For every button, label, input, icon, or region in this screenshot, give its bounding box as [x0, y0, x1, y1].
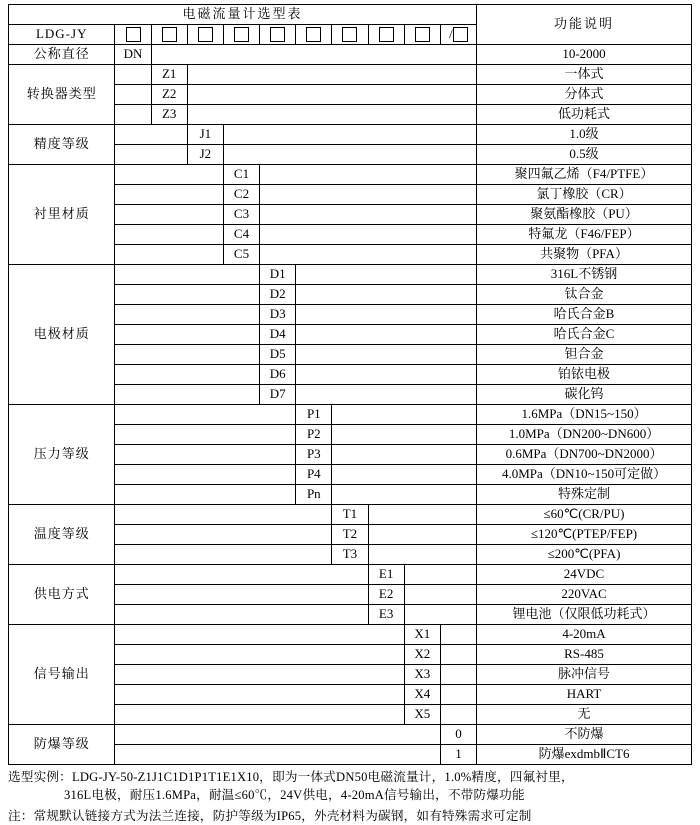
empty-box-icon — [198, 27, 213, 42]
blank-cells — [223, 125, 476, 145]
code-d5: D5 — [260, 345, 296, 365]
desc-c3: 聚氨酯橡胶（PU） — [477, 205, 692, 225]
blank-cell — [115, 85, 151, 105]
code-box-6 — [296, 25, 332, 45]
blank-cells — [115, 545, 332, 565]
blank-cells — [115, 665, 404, 685]
blank-cell — [440, 665, 476, 685]
code-x4: X4 — [404, 685, 440, 705]
code-p4: P4 — [296, 465, 332, 485]
blank-cells — [115, 645, 404, 665]
code-ex0: 0 — [440, 725, 476, 745]
code-t2: T2 — [332, 525, 368, 545]
row-label-explosion: 防爆等级 — [9, 725, 115, 765]
desc-x1: 4-20mA — [477, 625, 692, 645]
desc-t3: ≤200℃(PFA) — [477, 545, 692, 565]
blank-cell — [440, 625, 476, 645]
blank-cells — [187, 65, 476, 85]
desc-z1: 一体式 — [477, 65, 692, 85]
blank-cells — [332, 425, 477, 445]
blank-cell — [440, 645, 476, 665]
empty-box-icon — [379, 27, 394, 42]
row-label-signal: 信号输出 — [9, 625, 115, 725]
blank-cells — [115, 485, 296, 505]
desc-d1: 316L不锈钢 — [477, 265, 692, 285]
desc-c1: 聚四氟乙烯（F4/PTFE） — [477, 165, 692, 185]
code-e2: E2 — [368, 585, 404, 605]
code-box-3 — [187, 25, 223, 45]
row-label-dn: 公称直径 — [9, 45, 115, 65]
blank-cells — [223, 145, 476, 165]
blank-cells — [115, 265, 260, 285]
empty-box-icon — [234, 27, 249, 42]
table-title: 电磁流量计选型表 — [9, 5, 477, 25]
spec-table — [8, 4, 692, 765]
table-row — [9, 625, 692, 645]
row-label-power: 供电方式 — [9, 565, 115, 625]
model-prefix: LDG-JY — [9, 25, 115, 45]
desc-d5: 钽合金 — [477, 345, 692, 365]
blank-cells — [115, 425, 296, 445]
code-d7: D7 — [260, 385, 296, 405]
desc-p2: 1.0MPa（DN200~DN600） — [477, 425, 692, 445]
table-row — [9, 45, 692, 65]
blank-cells — [115, 525, 332, 545]
blank-cells — [115, 625, 404, 645]
row-label-converter: 转换器类型 — [9, 65, 115, 125]
empty-box-icon — [126, 27, 141, 42]
blank-cells — [115, 565, 368, 585]
desc-t1: ≤60℃(CR/PU) — [477, 505, 692, 525]
desc-d2: 钛合金 — [477, 285, 692, 305]
blank-cells — [404, 565, 476, 585]
code-c1: C1 — [223, 165, 259, 185]
blank-cells — [115, 325, 260, 345]
code-d3: D3 — [260, 305, 296, 325]
desc-x4: HART — [477, 685, 692, 705]
blank-cells — [368, 525, 476, 545]
blank-cells — [332, 405, 477, 425]
code-e3: E3 — [368, 605, 404, 625]
code-d6: D6 — [260, 365, 296, 385]
blank-cells — [115, 205, 223, 225]
row-label-temperature: 温度等级 — [9, 505, 115, 565]
blank-cells — [115, 465, 296, 485]
desc-e3: 锂电池（仅限低功耗式） — [477, 605, 692, 625]
code-z2: Z2 — [151, 85, 187, 105]
blank-cells — [368, 545, 476, 565]
code-j2: J2 — [187, 145, 223, 165]
example-line-1: 选型实例：LDG-JY-50-Z1J1C1D1P1T1E1X10，即为一体式DN50电磁流量计，1.0%精度，四氟衬里， — [8, 770, 574, 784]
blank-cells — [115, 385, 260, 405]
desc-x2: RS-485 — [477, 645, 692, 665]
blank-cells — [115, 605, 368, 625]
table-row — [9, 65, 692, 85]
code-c4: C4 — [223, 225, 259, 245]
code-j1: J1 — [187, 125, 223, 145]
code-x5: X5 — [404, 705, 440, 725]
desc-c2: 氯丁橡胶（CR） — [477, 185, 692, 205]
desc-ex1: 防爆exdmbⅡCT6 — [477, 745, 692, 765]
blank-cells — [296, 385, 477, 405]
code-e1: E1 — [368, 565, 404, 585]
code-box-10 — [440, 25, 476, 45]
desc-ex0: 不防爆 — [477, 725, 692, 745]
desc-c5: 共聚物（PFA） — [477, 245, 692, 265]
code-t1: T1 — [332, 505, 368, 525]
desc-e1: 24VDC — [477, 565, 692, 585]
blank-cell — [440, 685, 476, 705]
blank-cells — [296, 305, 477, 325]
code-z1: Z1 — [151, 65, 187, 85]
function-description-header: 功能说明 — [477, 5, 692, 45]
desc-j2: 0.5级 — [477, 145, 692, 165]
blank-cells — [115, 125, 187, 145]
blank-cells — [115, 505, 332, 525]
empty-box-icon — [415, 27, 430, 42]
desc-d6: 铂铱电极 — [477, 365, 692, 385]
example-line-2: 316L电极，耐压1.6MPa，耐温≤60℃，24V供电，4-20mA信号输出，不带防爆功能 — [64, 788, 525, 803]
table-row — [9, 725, 692, 745]
desc-c4: 特氟龙（F46/FEP） — [477, 225, 692, 245]
blank-cells — [260, 165, 477, 185]
desc-d7: 碳化钨 — [477, 385, 692, 405]
blank-cells — [115, 445, 296, 465]
table-row — [9, 165, 692, 185]
empty-box-icon — [453, 27, 468, 42]
code-box-8 — [368, 25, 404, 45]
code-z3: Z3 — [151, 105, 187, 125]
desc-e2: 220VAC — [477, 585, 692, 605]
desc-pn: 特殊定制 — [477, 485, 692, 505]
empty-box-icon — [306, 27, 321, 42]
blank-cells — [296, 325, 477, 345]
blank-cells — [260, 245, 477, 265]
code-dn: DN — [115, 45, 151, 65]
desc-p3: 0.6MPa（DN700~DN2000） — [477, 445, 692, 465]
blank-cells — [115, 745, 440, 765]
code-box-1 — [115, 25, 151, 45]
row-label-lining: 衬里材质 — [9, 165, 115, 265]
blank-cells — [115, 725, 440, 745]
blank-cells — [115, 305, 260, 325]
blank-cells — [296, 285, 477, 305]
row-label-electrode: 电极材质 — [9, 265, 115, 405]
blank-cells — [404, 605, 476, 625]
desc-dn: 10-2000 — [477, 45, 692, 65]
code-x1: X1 — [404, 625, 440, 645]
desc-x3: 脉冲信号 — [477, 665, 692, 685]
empty-box-icon — [342, 27, 357, 42]
blank-cells — [368, 505, 476, 525]
code-d2: D2 — [260, 285, 296, 305]
blank-cells — [115, 225, 223, 245]
blank-cells — [332, 485, 477, 505]
desc-z2: 分体式 — [477, 85, 692, 105]
code-p2: P2 — [296, 425, 332, 445]
blank-cells — [115, 285, 260, 305]
table-row — [9, 125, 692, 145]
desc-t2: ≤120℃(PTEP/FEP) — [477, 525, 692, 545]
code-box-7 — [332, 25, 368, 45]
desc-p1: 1.6MPa（DN15~150） — [477, 405, 692, 425]
remark-line: 注：常规默认链接方式为法兰连接，防护等级为IP65，外壳材料为碳钢，如有特殊需求可定制 — [8, 808, 532, 823]
blank-cells — [260, 185, 477, 205]
code-x3: X3 — [404, 665, 440, 685]
empty-box-icon — [270, 27, 285, 42]
code-p3: P3 — [296, 445, 332, 465]
blank-cells — [296, 265, 477, 285]
desc-d4: 哈氏合金C — [477, 325, 692, 345]
blank-cells — [115, 345, 260, 365]
table-row — [9, 505, 692, 525]
blank-cells — [260, 205, 477, 225]
blank-cells — [151, 45, 476, 65]
blank-cells — [296, 345, 477, 365]
code-box-9 — [404, 25, 440, 45]
empty-box-icon — [162, 27, 177, 42]
code-box-5 — [260, 25, 296, 45]
code-c2: C2 — [223, 185, 259, 205]
row-label-accuracy: 精度等级 — [9, 125, 115, 165]
code-p1: P1 — [296, 405, 332, 425]
notes-block — [8, 768, 692, 825]
blank-cells — [115, 405, 296, 425]
table-row — [9, 265, 692, 285]
code-ex1: 1 — [440, 745, 476, 765]
table-row — [9, 405, 692, 425]
blank-cell — [440, 705, 476, 725]
blank-cells — [187, 105, 476, 125]
blank-cells — [404, 585, 476, 605]
blank-cells — [115, 165, 223, 185]
blank-cell — [115, 105, 151, 125]
blank-cells — [332, 445, 477, 465]
desc-p4: 4.0MPa（DN10~150可定做） — [477, 465, 692, 485]
code-box-4 — [223, 25, 259, 45]
desc-z3: 低功耗式 — [477, 105, 692, 125]
desc-x5: 无 — [477, 705, 692, 725]
table-row — [9, 565, 692, 585]
code-c3: C3 — [223, 205, 259, 225]
blank-cells — [115, 685, 404, 705]
blank-cells — [115, 245, 223, 265]
blank-cells — [115, 145, 187, 165]
code-d1: D1 — [260, 265, 296, 285]
blank-cells — [296, 365, 477, 385]
blank-cells — [332, 465, 477, 485]
code-box-2 — [151, 25, 187, 45]
blank-cells — [115, 185, 223, 205]
selection-table-sheet — [8, 4, 692, 765]
blank-cell — [115, 65, 151, 85]
blank-cells — [115, 365, 260, 385]
blank-cells — [115, 585, 368, 605]
code-x2: X2 — [404, 645, 440, 665]
code-c5: C5 — [223, 245, 259, 265]
code-t3: T3 — [332, 545, 368, 565]
row-label-pressure: 压力等级 — [9, 405, 115, 505]
code-pn: Pn — [296, 485, 332, 505]
blank-cells — [260, 225, 477, 245]
desc-d3: 哈氏合金B — [477, 305, 692, 325]
code-d4: D4 — [260, 325, 296, 345]
blank-cells — [187, 85, 476, 105]
blank-cells — [115, 705, 404, 725]
desc-j1: 1.0级 — [477, 125, 692, 145]
slash-separator: / — [449, 26, 453, 42]
table-header-row — [9, 5, 692, 25]
